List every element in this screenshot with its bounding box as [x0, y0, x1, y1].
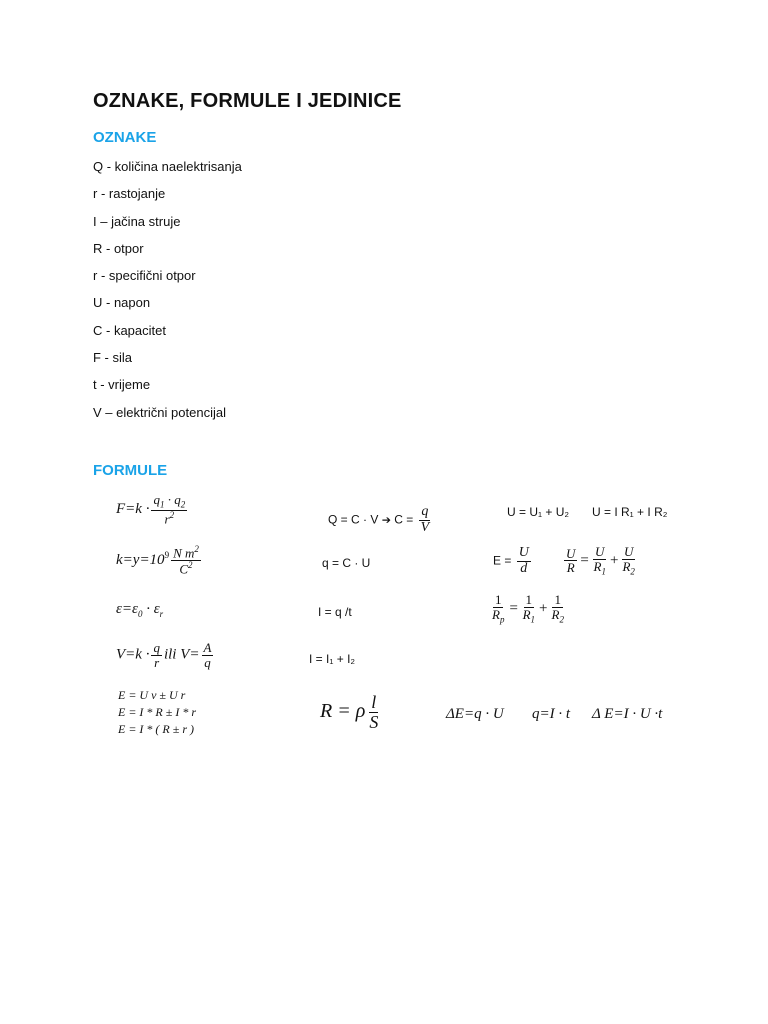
page-title: OZNAKE, FORMULE I JEDINICE [93, 90, 402, 112]
formula-charge-cu: q = C · U [322, 556, 371, 570]
list-item: F - sila [93, 350, 132, 366]
formula-energy-qu: ΔE=q · U [446, 706, 504, 722]
list-item: V – električni potencijal [93, 404, 226, 420]
list-item: r - specifični otpor [93, 268, 196, 284]
formula-parallel-current: $\frac{U}{R}$ = $\frac{U}{R_1}$ + $\frac{U}{R_2}$ [566, 544, 635, 577]
section-heading-oznake: OZNAKE [93, 129, 157, 146]
oznake-list [93, 158, 242, 431]
formula-voltage-ir: U = I R₁ + I R₂ [592, 505, 668, 519]
arrow-right-icon: ➔ [381, 513, 391, 527]
section-heading-formule: FORMULE [93, 462, 168, 479]
list-item: R - otpor [93, 240, 144, 256]
formula-coulomb-force: F=k · $\frac{q_1 \cdot q_2}{r^2}$ [116, 492, 186, 527]
formula-current-qt: I = q /t [318, 605, 352, 619]
formula-current-sum: I = I₁ + I₂ [309, 652, 356, 666]
formula-energy-uit: Δ E=I · U ·t [592, 706, 663, 722]
list-item: t - vrijeme [93, 377, 151, 393]
formula-emf-factored: E = I * ( R ± r ) [118, 722, 195, 736]
formula-permittivity: $\varepsilon=\varepsilon_0 \cdot \varepsilon_r$ [116, 601, 164, 619]
formula-parallel-resistance: $\frac{1}{R_p}$ = $\frac{1}{R_1}$ + $\frac{1}{R_2}$ [492, 592, 564, 625]
formula-emf-currents: E = I * R ± I * r [118, 705, 197, 719]
formula-voltage-sum: U = U₁ + U₂ [507, 505, 570, 519]
list-item: I – jačina struje [93, 213, 181, 229]
formula-resistivity: R = ρ $\frac{l}{S}$ [320, 692, 379, 732]
list-item: U - napon [93, 295, 151, 311]
formula-charge-it: q=I · t [532, 706, 571, 722]
formula-emf-group [118, 687, 196, 738]
formula-field-strength: E = $\frac{U}{d}$ [493, 545, 529, 576]
formula-coulomb-constant: $k=y=10^9$ $\frac{N m^2}{C^2}$ [116, 544, 199, 577]
formula-emf-voltages: E = U v ± U r [118, 688, 186, 702]
list-item: r - rastojanje [93, 186, 166, 202]
list-item: C - kapacitet [93, 322, 166, 338]
formula-potential: V=k · $\frac{q}{r}$ ili V= $\frac{A}{q}$ [116, 640, 212, 670]
list-item: Q - količina naelektrisanja [93, 159, 242, 174]
formula-charge-capacitance: Q = C · V ➔ C = $\frac{q}{V}$ [328, 504, 430, 535]
